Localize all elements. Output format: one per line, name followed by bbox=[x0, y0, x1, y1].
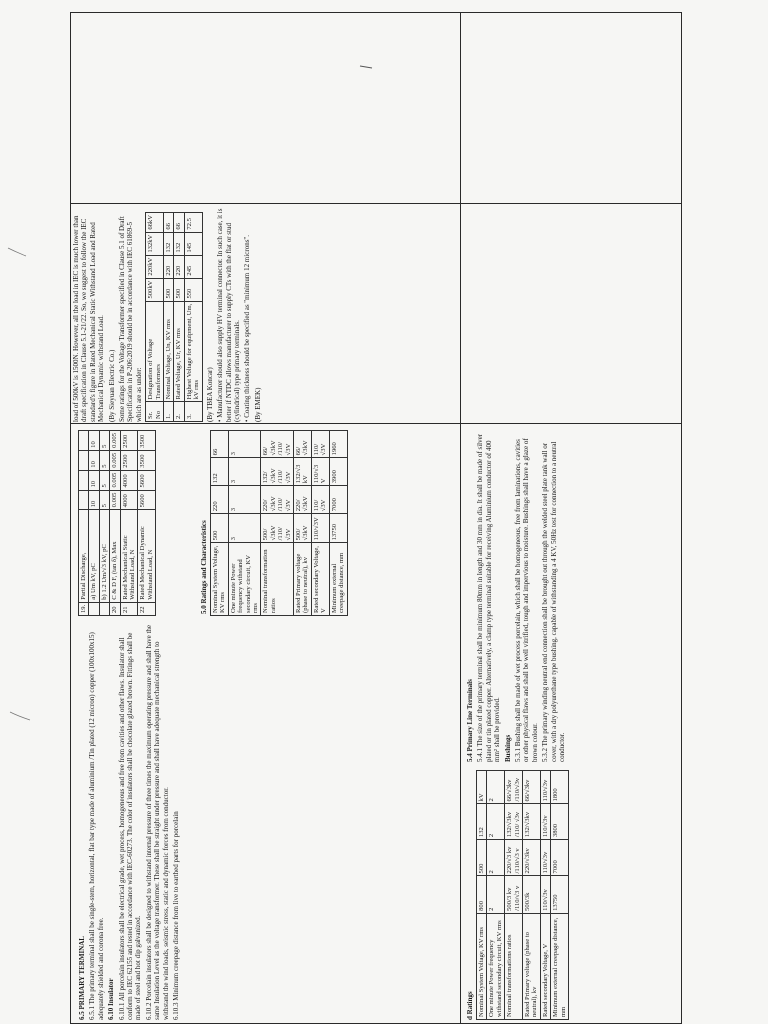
table-cell: 3500 bbox=[138, 450, 156, 470]
row-label: Nominal System Voltage, KV rms bbox=[211, 543, 229, 616]
table-cell: 5 bbox=[99, 450, 109, 470]
table-cell: 3800 bbox=[551, 804, 569, 840]
table-row bbox=[211, 431, 229, 616]
table-cell: 0.005 bbox=[110, 450, 120, 470]
table-row bbox=[79, 431, 89, 616]
table-row bbox=[184, 213, 202, 422]
table-cell: 500/√3kV /110/√3V bbox=[261, 514, 294, 543]
row-label: Rated secondary Voltage, V bbox=[540, 913, 550, 1019]
table-cell: 110/√3v bbox=[540, 876, 550, 913]
table-cell: 4000 bbox=[120, 470, 138, 490]
table-cell: 245 bbox=[184, 255, 202, 278]
table-cell: 5 bbox=[99, 431, 109, 451]
table-cell: 550 bbox=[184, 278, 202, 301]
table-row bbox=[477, 771, 487, 1020]
table-cell: 500/3k bbox=[523, 876, 541, 913]
table-cell: 2500 bbox=[120, 431, 138, 451]
table-cell: 110/√3 V bbox=[311, 458, 329, 486]
table-cell: 500/√3kV bbox=[294, 514, 312, 543]
table-cell: 7000 bbox=[551, 840, 569, 876]
clause-6-10-2: 6.10.2 Porcelain insulators shall be designed to withstand internal pressure of three times the maximum operating pressure and shall have the same Insulation Level as the voltage transformer. These shall be straight under pressure and shall have adequate mechanical strength to withstand the wind loads, seismic stress, static and dynamic forces from conductor. bbox=[144, 624, 170, 1020]
table-cell: 132 bbox=[211, 458, 229, 486]
comment-tbea-by: (By TBEA Koncar) bbox=[205, 367, 214, 422]
table-cell: kV bbox=[477, 771, 487, 804]
table-row bbox=[311, 431, 329, 616]
table-header-cell: 500kV bbox=[146, 278, 164, 301]
table-cell: 800 bbox=[477, 876, 487, 913]
table-row bbox=[487, 771, 505, 1020]
table-cell: 66 bbox=[211, 431, 229, 458]
table-row bbox=[329, 431, 347, 616]
table-cell: 220 bbox=[211, 486, 229, 514]
table-cell: 220/√3 kv /110/√3 v bbox=[505, 840, 523, 876]
table-header-cell: Designation of Voltage Transformers bbox=[146, 301, 164, 402]
table-cell: 0.005 bbox=[110, 490, 120, 510]
header-row-divider bbox=[460, 12, 461, 1024]
table-cell: 3 bbox=[228, 486, 261, 514]
table-row bbox=[540, 771, 550, 1020]
table-header-cell: 66kV bbox=[146, 213, 164, 233]
ratings-table-revised bbox=[210, 430, 348, 616]
row-label: Nominal transformation ratios bbox=[261, 543, 294, 616]
table-cell: 132 bbox=[477, 804, 487, 840]
table-cell: 2 bbox=[487, 771, 505, 804]
row-label: Rated Primary voltage (phase to neutral), kv bbox=[523, 913, 541, 1019]
row-label: Minimum external creepage distance, mm bbox=[329, 543, 347, 616]
row-label: One minute Power frequency withstand secondary circuit, KV rms bbox=[228, 543, 261, 616]
table-cell: 110/√3V bbox=[311, 514, 329, 543]
table-cell: 132/√3kv /110/ √3v bbox=[505, 804, 523, 840]
ratings-table-draft bbox=[476, 770, 569, 1020]
row-label: Rated secondary Voltage, V bbox=[311, 543, 329, 616]
table-cell: 10 bbox=[89, 450, 99, 470]
table-cell bbox=[79, 490, 89, 510]
insulator-heading: 6.10 Insulator bbox=[107, 978, 116, 1020]
clause-6-10-1: 6.10.1 All porcelain insulators shall be electrical grade, wet process, homogeneous and free from cavities and other flaws. Insulator shall conform to IEC 62155 and tested in accordance with IEC-60273. The color of insulators shall be chocolate glazed brown. Fittings shall be made of steel and hot dip galvanized. bbox=[117, 632, 143, 1020]
table-header-cell: 220kV bbox=[146, 255, 164, 278]
table-cell: 110/√3v bbox=[540, 804, 550, 840]
comment-emek-by: (By EMEK) bbox=[253, 387, 262, 422]
row-label: C & D F, (tan δ), Max bbox=[110, 510, 120, 602]
table-cell: 5 bbox=[99, 470, 109, 490]
table-cell: 1800 bbox=[551, 771, 569, 804]
table-cell: 3. bbox=[184, 402, 202, 422]
table-cell: 132 bbox=[164, 232, 174, 255]
clause-5-4-1: 5.4.1 The size of the primary terminal shall be minimum 80mm in length and 30 mm in dia. It shall be made of silver plated or tin plated copper. Alternatively, a clamp type terminal suitable for receiving Aluminium conductor of 400 mm² shall be provided. bbox=[476, 433, 502, 762]
table-cell: 2 bbox=[487, 804, 505, 840]
row-number: 22 bbox=[138, 602, 156, 615]
table-cell: 72.5 bbox=[184, 213, 202, 233]
table-cell: 0.005 bbox=[110, 431, 120, 451]
table-cell: 132/√3kV /110/√3V bbox=[261, 458, 294, 486]
row-number: 21 bbox=[120, 602, 138, 615]
primary-line-terminals-heading: 5.4 Primary Line Terminals bbox=[466, 679, 474, 762]
comment-sieyuan-by: (By Sieyuan Electric Co.) bbox=[107, 349, 116, 422]
table-cell: 2 bbox=[487, 840, 505, 876]
table-cell: 13750 bbox=[551, 876, 569, 913]
table-cell: 66/√3kV bbox=[294, 431, 312, 458]
table-cell: 1960 bbox=[329, 431, 347, 458]
table-cell: 220 bbox=[164, 255, 174, 278]
table-cell: 1. bbox=[164, 402, 174, 422]
row-number: 20 bbox=[110, 602, 120, 615]
ratings-characteristics-heading: 5.0 Ratings and Characteristics bbox=[200, 520, 208, 614]
table-cell: 10 bbox=[89, 431, 99, 451]
table-cell: 220 bbox=[174, 255, 184, 278]
table-cell: 10 bbox=[89, 490, 99, 510]
column-divider-2 bbox=[70, 203, 682, 204]
comment-emek-bullet-2: • Coating thickness should be specified as "minimum 12 microns". bbox=[243, 234, 252, 422]
voltage-comparison-table bbox=[145, 212, 202, 422]
table-cell: 3900 bbox=[329, 458, 347, 486]
table-header-row bbox=[146, 213, 164, 422]
table-cell: 2500 bbox=[120, 450, 138, 470]
table-cell: 66/√3kV /110/√3V bbox=[261, 431, 294, 458]
table-cell: 500 bbox=[211, 514, 229, 543]
clause-6-10-3: 6.10.3 Minimum creepage distance from live to earthed parts for porcelain bbox=[172, 811, 181, 1020]
comments-column bbox=[72, 206, 458, 422]
table-cell: 220/√3kV /110/√3V bbox=[261, 486, 294, 514]
table-cell: 5600 bbox=[138, 470, 156, 490]
table-cell: 110/√3V bbox=[311, 486, 329, 514]
clause-5-3-2: 5.3.2 The primary winding neutral end connection shall be brought out through the welded steel plate tank wall or cover, with a dry polyurethane type bushing, capable of withstanding a 4 KV, 50Hz test for connection to a neutral conductor. bbox=[541, 441, 567, 762]
table-cell: 10 bbox=[89, 470, 99, 490]
table-cell: 220/√3kV bbox=[294, 486, 312, 514]
comment-emek-bullet-1: • Manufacturer should also supply HV terminal connector. In such case, it is better if NTDC allows manufacturer to supply CTs with the flat or stud (cylindrical) type primary terminals. bbox=[216, 208, 241, 422]
draft-spec-column bbox=[462, 426, 680, 1024]
table-cell bbox=[79, 431, 89, 451]
table-cell: 2. bbox=[174, 402, 184, 422]
table-row bbox=[505, 771, 523, 1020]
table-header-cell: 132kV bbox=[146, 232, 164, 255]
row-label: Partial Discharge, bbox=[79, 510, 89, 602]
row-label: Rated Primary voltage (phase to neutral), kv bbox=[294, 543, 312, 616]
table-cell: 2 bbox=[487, 876, 505, 913]
row-label: Nominal System Voltage, KV rms bbox=[477, 913, 487, 1019]
table-cell: 66/√3kv bbox=[523, 771, 541, 804]
table-cell: 132 bbox=[174, 232, 184, 255]
table-cell: 500 bbox=[164, 278, 174, 301]
table-cell: Highest Voltage for equipment, Um, kV rms bbox=[184, 301, 202, 402]
table-row bbox=[523, 771, 541, 1020]
table-header-cell: Sr. No bbox=[146, 402, 164, 422]
table-row bbox=[110, 431, 120, 616]
table-cell: 132/√3kv bbox=[523, 804, 541, 840]
table-row bbox=[551, 771, 569, 1020]
table-cell: 220/√3kv bbox=[523, 840, 541, 876]
table-cell: 4000 bbox=[120, 490, 138, 510]
clause-5-3-1: 5.3.1 Bushing shall be made of wet process porcelain, which shall be homogeneous, free from laminations, cavities or other physical flaws and shall be well vitrified, tough and impervious to moisture. Bushings shall have a glaze of brown colour. bbox=[514, 438, 539, 762]
primary-terminal-heading: 6.5 PRIMARY TERMINAL bbox=[78, 936, 86, 1020]
table-row bbox=[261, 431, 294, 616]
table-row bbox=[89, 431, 99, 616]
table-cell: 500 bbox=[174, 278, 184, 301]
table-cell: 110/√3v bbox=[540, 840, 550, 876]
comment-sieyuan: load of 500kV is 1500N. However, all the load in IEC is much lower than draft specification in Clause 5.1-21/22. So, we suggest to follow the IEC standard's figure in Rated Mechanical Static Withstand Load and Rated Mechanical Dynamic withstand Load. bbox=[72, 215, 106, 422]
row-number bbox=[99, 602, 109, 615]
table-cell: 110/√3V bbox=[311, 431, 329, 458]
table-cell: 110/√3v bbox=[540, 771, 550, 804]
column-divider-1 bbox=[70, 423, 682, 424]
table-cell: 66 bbox=[174, 213, 184, 233]
row-label: a) Um kV, pC bbox=[89, 510, 99, 602]
table-row bbox=[174, 213, 184, 422]
table-cell: 5 bbox=[99, 490, 109, 510]
table-row bbox=[99, 431, 109, 616]
clause-6-5-1: 6.5.1 The primary terminal shall be single-stem, horizontal, flat bar type made of aluminium /Tin plated (12 micron) copper (100x100x15) adequately shielded and corona free. bbox=[88, 632, 105, 1020]
table-cell: 3 bbox=[228, 514, 261, 543]
row-label: b) 1.2 Um/√3 kV, pC bbox=[99, 510, 109, 602]
row-label: Rated Mechanical Dynamic Withstand Load, N bbox=[138, 510, 156, 602]
row-number bbox=[89, 602, 99, 615]
table-cell: 13750 bbox=[329, 514, 347, 543]
table-cell bbox=[79, 470, 89, 490]
table-row bbox=[294, 431, 312, 616]
table-cell: 3 bbox=[228, 458, 261, 486]
row-label: Minimum external creepage distance, mm bbox=[551, 913, 569, 1019]
table-cell: 3 bbox=[228, 431, 261, 458]
table-cell: 145 bbox=[184, 232, 202, 255]
table-cell: Nominal Voltage, Un, KV rms bbox=[164, 301, 174, 402]
row-label: One minute Power frequency withstand secondary circuit, KV rms bbox=[487, 913, 505, 1019]
partial-discharge-table bbox=[78, 430, 156, 616]
row-label: Nominal transformations ratios bbox=[505, 913, 523, 1019]
comment-tbea: Some ratings for the Voltage Transformer specified in Clause 5.1 of Draft Specification in P-206:2019 should be in accordance with IEC 61869-5 which are as under: bbox=[118, 216, 143, 422]
table-cell: 500/3 kv /110/√3 v bbox=[505, 876, 523, 913]
table-cell: 66 bbox=[164, 213, 174, 233]
table-cell: 5600 bbox=[138, 490, 156, 510]
table-row bbox=[228, 431, 261, 616]
table-cell: 0.005 bbox=[110, 470, 120, 490]
table-cell: 7000 bbox=[329, 486, 347, 514]
spec-column bbox=[72, 426, 458, 1024]
row-label: Rated Mechanical Static Withstand Load, N bbox=[120, 510, 138, 602]
table-cell: 132/√3 kV bbox=[294, 458, 312, 486]
ratings-heading: d Ratings bbox=[466, 991, 474, 1020]
table-row bbox=[138, 431, 156, 616]
table-cell bbox=[79, 450, 89, 470]
row-number: 19. bbox=[79, 602, 89, 615]
bushings-heading: Bushings bbox=[503, 734, 512, 762]
table-cell: 3500 bbox=[138, 431, 156, 451]
table-row bbox=[164, 213, 174, 422]
table-row bbox=[120, 431, 138, 616]
table-cell: Rated Voltage, Ur, KV rms bbox=[174, 301, 184, 402]
table-cell: 66/√3kv /110/√3v bbox=[505, 771, 523, 804]
table-cell: 500 bbox=[477, 840, 487, 876]
